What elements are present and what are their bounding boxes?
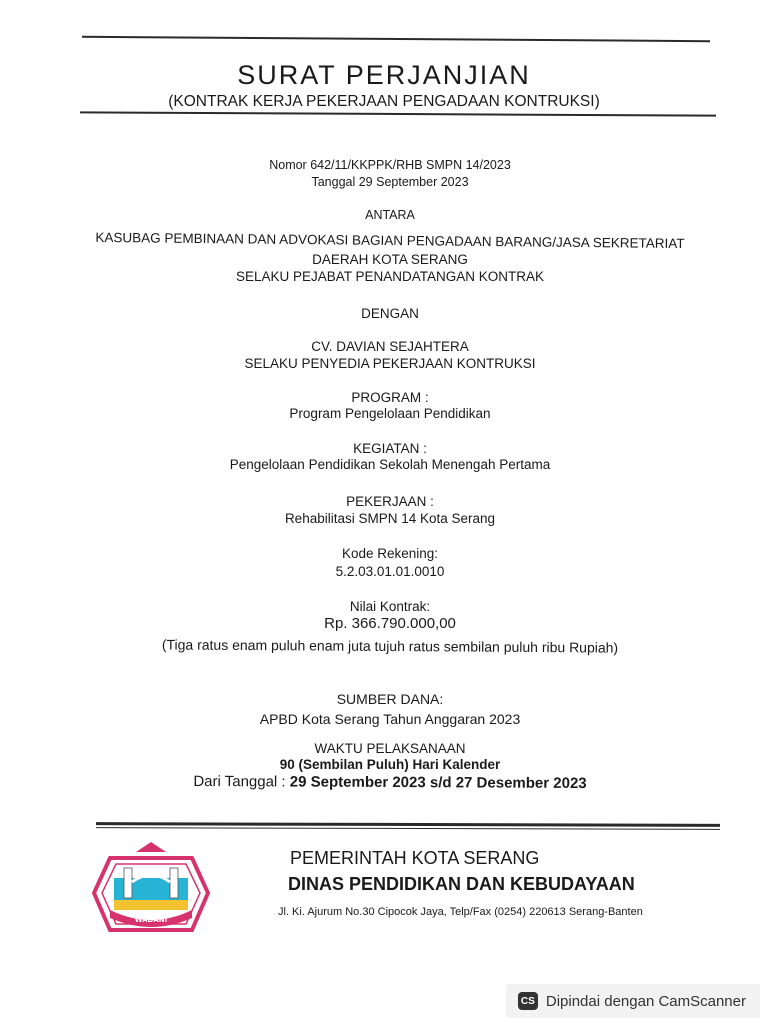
department-address: Jl. Ki. Ajurum No.30 Cipocok Jaya, Telp/Fax (0254) 220613 Serang-Banten <box>278 906 643 918</box>
footer-rule-thin <box>96 827 720 830</box>
camscanner-badge <box>506 984 760 1018</box>
contract-date: Tanggal 29 September 2023 <box>311 175 469 189</box>
sumber-dana-label: SUMBER DANA: <box>336 691 444 707</box>
camscanner-text: Dipindai dengan CamScanner <box>545 992 746 1010</box>
program-label: PROGRAM : <box>351 390 429 405</box>
title-underline <box>80 111 716 116</box>
antara-heading: ANTARA <box>365 208 415 222</box>
kegiatan-label: KEGIATAN : <box>353 441 427 456</box>
waktu-dari-label: Dari Tanggal : <box>193 772 290 791</box>
document-title: SURAT PERJANJIAN <box>237 60 531 90</box>
program-value: Program Pengelolaan Pendidikan <box>289 406 491 421</box>
party-1-line-2: DAERAH KOTA SERANG <box>312 252 468 267</box>
department-name: DINAS PENDIDIKAN DAN KEBUDAYAAN <box>288 874 635 894</box>
kegiatan-value: Pengelolaan Pendidikan Sekolah Menengah Pertama <box>229 457 551 472</box>
pekerjaan-label: PEKERJAAN : <box>346 494 434 509</box>
nilai-kontrak-value: Rp. 366.790.000,00 <box>324 615 456 632</box>
nilai-kontrak-label: Nilai Kontrak: <box>349 599 431 614</box>
nilai-kontrak-terbilang: (Tiga ratus enam puluh enam juta tujuh ratus sembilan puluh ribu Rupiah) <box>161 636 619 656</box>
party-2-role: SELAKU PENYEDIA PEKERJAAN KONTRUKSI <box>244 356 536 371</box>
waktu-dari-tanggal <box>90 772 690 793</box>
logo-text: WADANI <box>134 916 168 924</box>
waktu-dari-value: 29 September 2023 s/d 27 Desember 2023 <box>289 773 587 793</box>
government-name: PEMERINTAH KOTA SERANG <box>290 848 540 868</box>
contract-number: Nomor 642/11/KKPPK/RHB SMPN 14/2023 <box>269 158 511 172</box>
kode-rekening-label: Kode Rekening: <box>341 546 439 561</box>
document-subtitle: (KONTRAK KERJA PEKERJAAN PENGADAAN KONTRUKSI) <box>168 93 600 110</box>
footer-rule-thick <box>96 822 720 827</box>
party-1-line-3: SELAKU PEJABAT PENANDATANGAN KONTRAK <box>235 269 545 284</box>
camscanner-icon: CS <box>518 992 538 1010</box>
waktu-durasi: 90 (Sembilan Puluh) Hari Kalender <box>279 757 501 772</box>
party-2-name: CV. DAVIAN SEJAHTERA <box>311 339 469 354</box>
pekerjaan-value: Rehabilitasi SMPN 14 Kota Serang <box>284 511 496 526</box>
waktu-label: WAKTU PELAKSANAAN <box>314 741 466 756</box>
kode-rekening-value: 5.2.03.01.01.0010 <box>335 564 445 579</box>
party-1-line-1: KASUBAG PEMBINAAN DAN ADVOKASI BAGIAN PENGADAAN BARANG/JASA SEKRETARIAT <box>95 229 685 252</box>
top-rule <box>82 36 710 42</box>
city-emblem-logo <box>92 838 210 938</box>
dengan-heading: DENGAN <box>361 306 419 321</box>
sumber-dana-value: APBD Kota Serang Tahun Anggaran 2023 <box>259 711 521 727</box>
